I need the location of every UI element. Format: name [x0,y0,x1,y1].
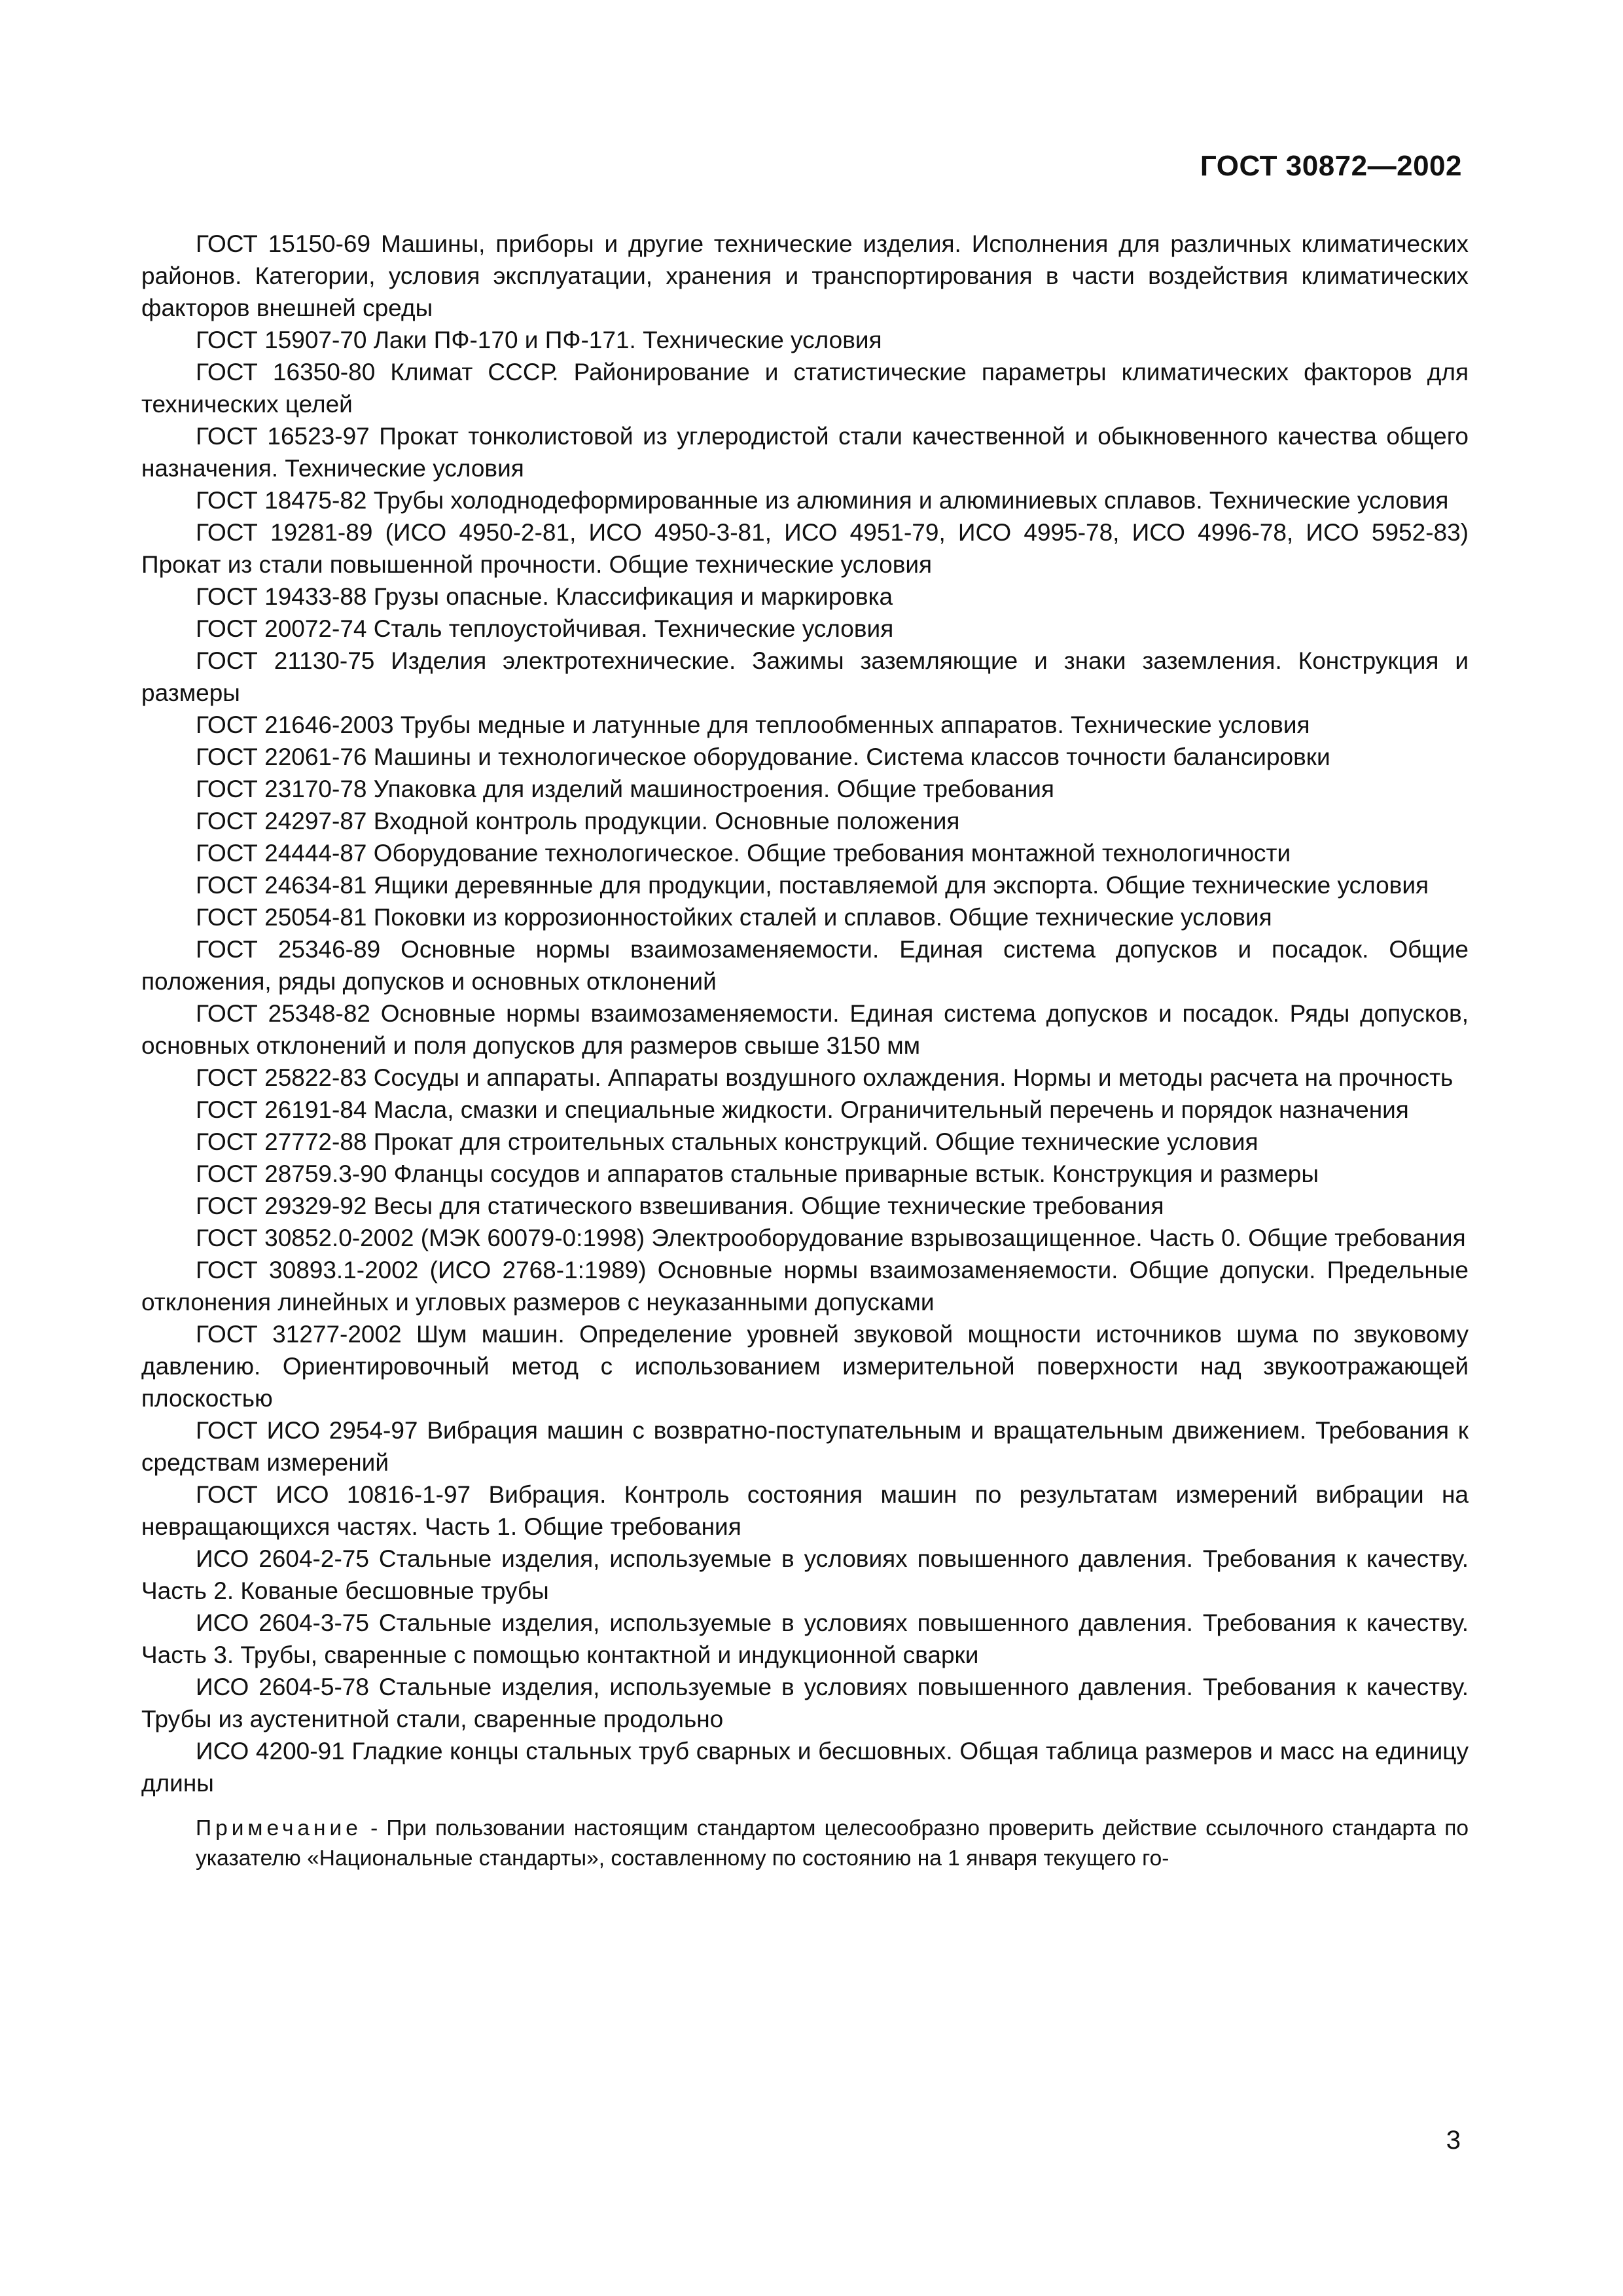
reference-item: ГОСТ 24634-81 Ящики деревянные для продукции, поставляемой для экспорта. Общие технические условия [196,872,1429,899]
reference-item: ГОСТ 21646-2003 Трубы медные и латунные для теплообменных аппаратов. Технические условия [196,711,1310,738]
document-id-header: ГОСТ 30872—2002 [1200,150,1462,182]
reference-item: ГОСТ 28759.3-90 Фланцы сосудов и аппаратов стальные приварные встык. Конструкция и размеры [196,1160,1319,1187]
reference-item: ГОСТ 27772-88 Прокат для строительных стальных конструкций. Общие технические условия [196,1128,1258,1155]
reference-item: ИСО 4200-91 Гладкие концы стальных труб сварных и бесшовных. Общая таблица размеров и масс на единицу длины [141,1738,1469,1797]
reference-item: ГОСТ 25348-82 Основные нормы взаимозаменяемости. Единая система допусков и посадок. Ряды допусков, основных отклонений и поля допусков для размеров свыше 3150 мм [141,1000,1469,1059]
reference-item: ГОСТ 22061-76 Машины и технологическое оборудование. Система классов точности балансировки [196,744,1330,770]
reference-item: ГОСТ 30893.1-2002 (ИСО 2768-1:1989) Основные нормы взаимозаменяемости. Общие допуски. Предельные отклонения линейных и угловых размеров с неуказанными допусками [141,1257,1469,1316]
reference-item: ГОСТ 26191-84 Масла, смазки и специальные жидкости. Ограничительный перечень и порядок назначения [196,1096,1409,1123]
reference-item: ИСО 2604-5-78 Стальные изделия, используемые в условиях повышенного давления. Требования к качеству. Трубы из аустенитной стали, сваренные продольно [141,1674,1469,1732]
reference-item: ГОСТ 16350-80 Климат СССР. Районирование и статистические параметры климатических факторов для технических целей [141,359,1469,418]
reference-item: ГОСТ 20072-74 Сталь теплоустойчивая. Технические условия [196,615,894,642]
reference-item: ИСО 2604-3-75 Стальные изделия, используемые в условиях повышенного давления. Требования к качеству. Часть 3. Трубы, сваренные с помощью контактной и индукционной сварки [141,1609,1469,1668]
reference-item: ГОСТ 29329-92 Весы для статического взвешивания. Общие технические требования [196,1193,1164,1219]
page-number: 3 [1446,2126,1461,2155]
reference-item: ГОСТ ИСО 10816-1-97 Вибрация. Контроль состояния машин по результатам измерений вибрации на невращающихся частях. Часть 1. Общие требования [141,1481,1469,1540]
reference-item: ГОСТ 25822-83 Сосуды и аппараты. Аппараты воздушного охлаждения. Нормы и методы расчета на прочность [196,1064,1454,1091]
reference-item: ГОСТ 19281-89 (ИСО 4950-2-81, ИСО 4950-3-81, ИСО 4951-79, ИСО 4995-78, ИСО 4996-78, ИСО 5952-83) Прокат из стали повышенной прочности. Общие технические условия [141,519,1469,578]
reference-item: ГОСТ 21130-75 Изделия электротехнические. Зажимы заземляющие и знаки заземления. Конструкция и размеры [141,647,1469,706]
normative-references-list [141,228,1469,1874]
reference-item: ГОСТ 25346-89 Основные нормы взаимозаменяемости. Единая система допусков и посадок. Общие положения, ряды допусков и основных отклонений [141,936,1469,995]
reference-item: ГОСТ 24297-87 Входной контроль продукции. Основные положения [196,808,960,834]
reference-item: ГОСТ ИСО 2954-97 Вибрация машин с возвратно-поступательным и вращательным движением. Требования к средствам измерений [141,1417,1469,1476]
reference-item: ГОСТ 23170-78 Упаковка для изделий машиностроения. Общие требования [196,776,1054,802]
reference-item: ГОСТ 25054-81 Поковки из коррозионностойких сталей и сплавов. Общие технические условия [196,904,1272,931]
note-text: - При пользовании настоящим стандартом целесообразно проверить действие ссылочного стандарта по указателю «Национальные стандарты», составленному по состоянию на 1 января текущего го- [196,1816,1469,1871]
reference-item: ГОСТ 18475-82 Трубы холоднодеформированные из алюминия и алюминиевых сплавов. Технические условия [196,487,1449,514]
reference-item: ИСО 2604-2-75 Стальные изделия, используемые в условиях повышенного давления. Требования к качеству. Часть 2. Кованые бесшовные трубы [141,1545,1469,1604]
reference-item: ГОСТ 24444-87 Оборудование технологическое. Общие требования монтажной технологичности [196,840,1291,867]
note-label: Примечание [196,1816,362,1840]
reference-item: ГОСТ 19433-88 Грузы опасные. Классификация и маркировка [196,583,893,610]
note-paragraph [141,1814,1469,1874]
reference-item: ГОСТ 30852.0-2002 (МЭК 60079-0:1998) Электрооборудование взрывозащищенное. Часть 0. Общие требования [196,1225,1466,1251]
reference-item: ГОСТ 16523-97 Прокат тонколистовой из углеродистой стали качественной и обыкновенного качества общего назначения. Технические условия [141,423,1469,482]
reference-item: ГОСТ 15907-70 Лаки ПФ-170 и ПФ-171. Технические условия [196,327,882,353]
reference-item: ГОСТ 15150-69 Машины, приборы и другие технические изделия. Исполнения для различных климатических районов. Категории, условия эксплуатации, хранения и транспортирования в части воздействия климатических факторов внешней среды [141,230,1469,321]
reference-item: ГОСТ 31277-2002 Шум машин. Определение уровней звуковой мощности источников шума по звуковому давлению. Ориентировочный метод с использованием измерительной поверхности над звукоотражающей плоскостью [141,1321,1469,1412]
